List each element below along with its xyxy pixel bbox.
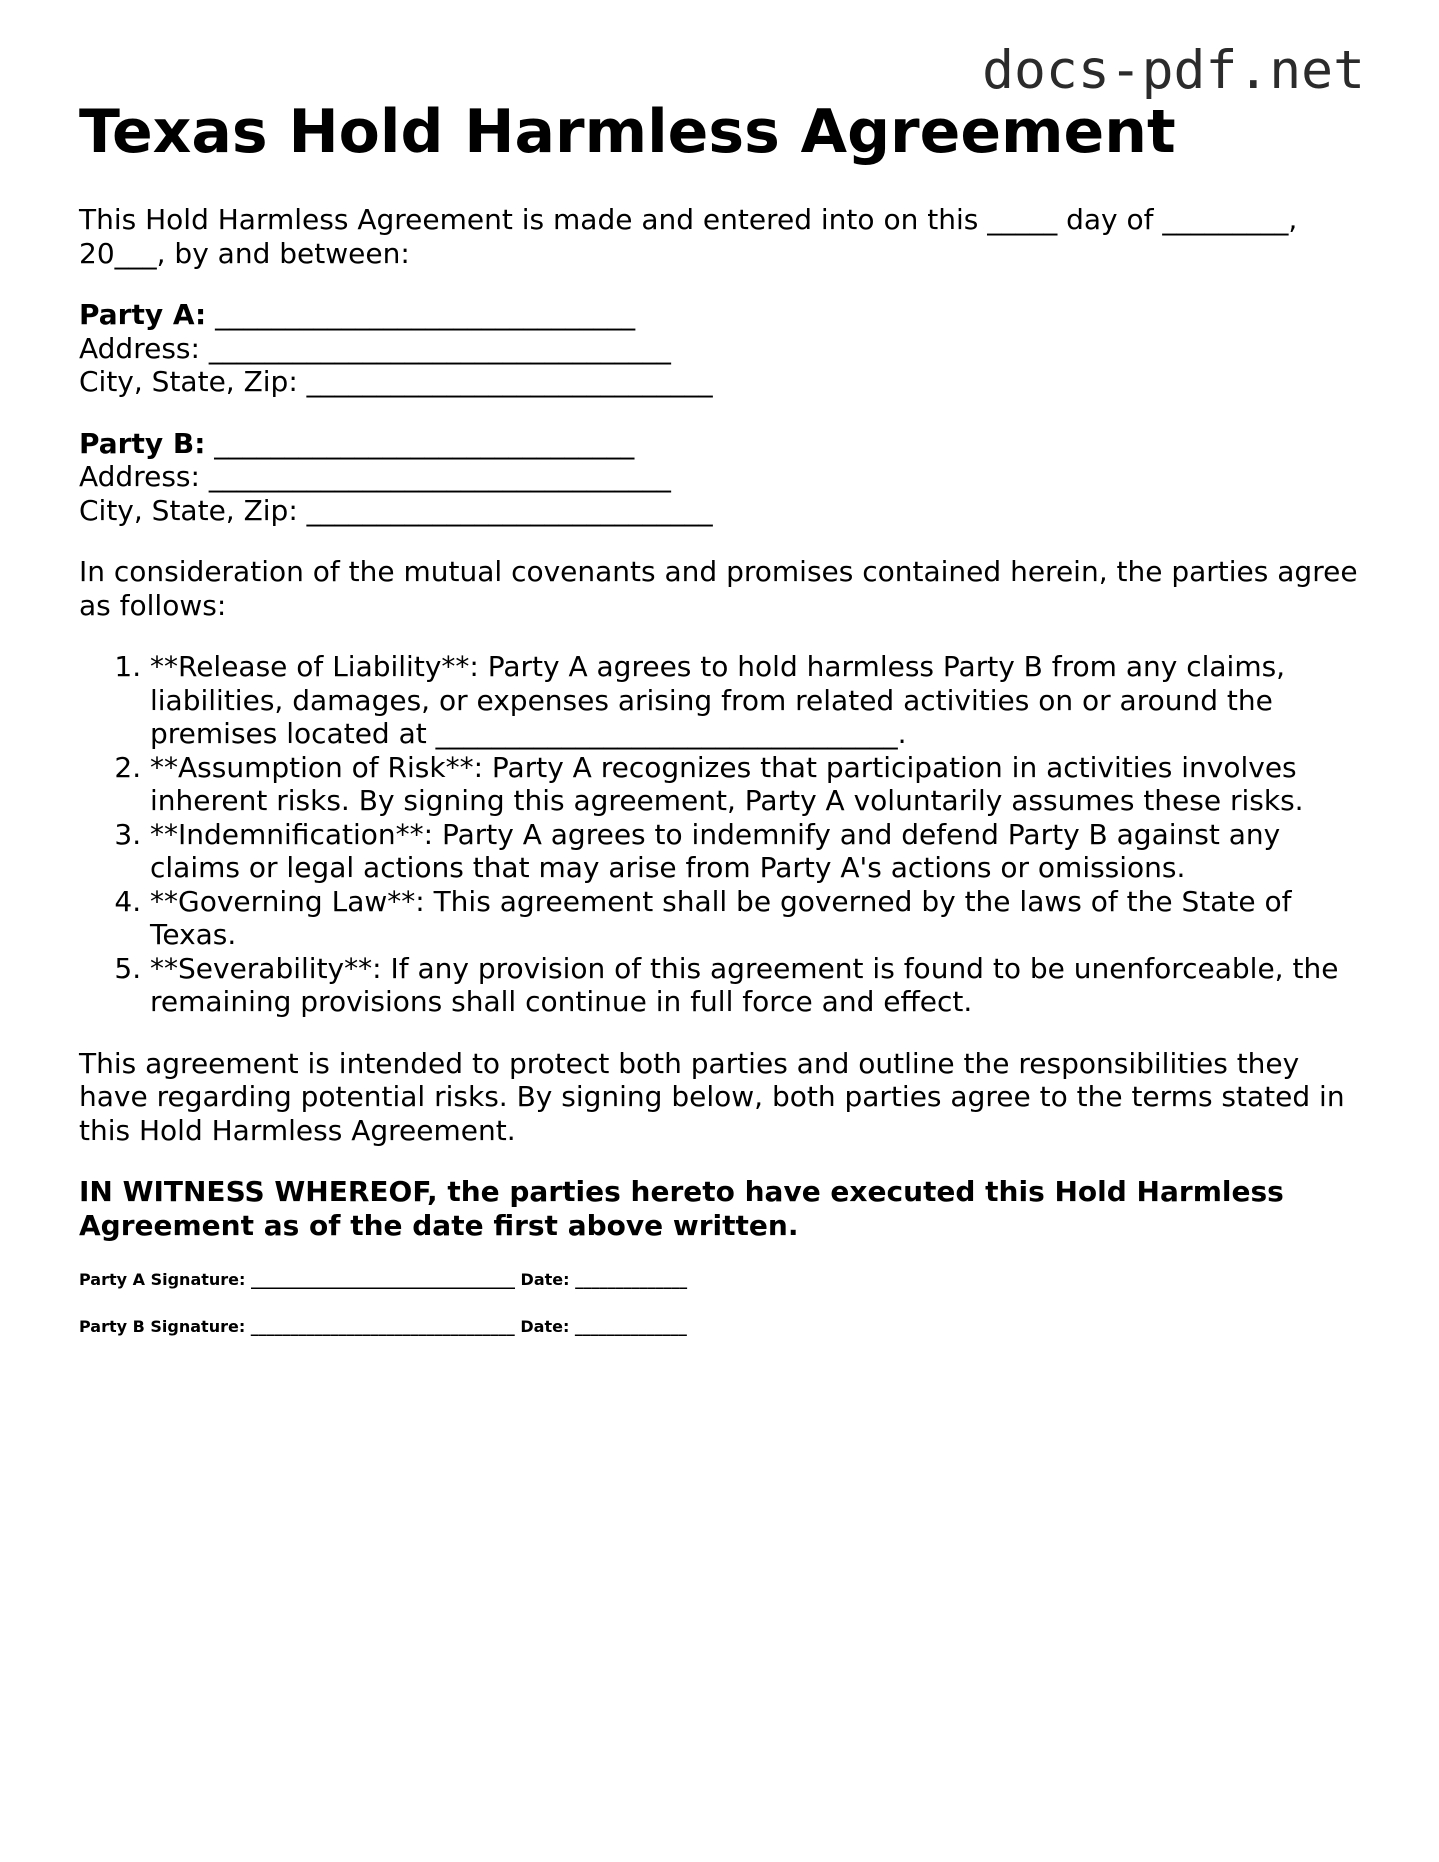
party-b-city-state-zip: City, State, Zip: _____________________________	[79, 493, 713, 527]
party-a-block	[79, 298, 1369, 399]
term-indemnification: 3. **Indemnification**: Party A agrees to indemnify and defend Party B against any claims or legal actions that may arise from Party A's actions or omissions.	[150, 818, 1369, 885]
party-a-address: Address: _________________________________	[79, 331, 671, 365]
closing-paragraph: This agreement is intended to protect both parties and outline the responsibilities they have regarding potential risks. By signing below, both parties agree to the terms stated in this Hold Harmless Agreement.	[79, 1046, 1345, 1147]
party-b-name-blank: ______________________________	[205, 426, 635, 460]
page-title: Texas Hold Harmless Agreement	[79, 97, 1176, 167]
party-b-block	[79, 427, 1369, 528]
term-release-of-liability: 1. **Release of Liability**: Party A agrees to hold harmless Party B from any claims, liabilities, damages, or expenses arising from related activities on or around the premises located at _________________________________.	[150, 650, 1369, 751]
party-a-name-blank: ______________________________	[206, 298, 636, 331]
party-a-signature-line: Party A Signature: _________________________________ Date: ______________	[79, 1270, 688, 1289]
consideration-paragraph: In consideration of the mutual covenants and promises contained herein, the parties agree as follows:	[79, 555, 1358, 622]
document-page	[79, 98, 1369, 1336]
party-b-label: Party B:	[79, 426, 206, 460]
witness-statement: IN WITNESS WHEREOF, the parties hereto have executed this Hold Harmless Agreement as of the date first above written.	[79, 1175, 1284, 1242]
party-a-label: Party A:	[79, 298, 207, 331]
term-governing-law: 4. **Governing Law**: This agreement shall be governed by the laws of the State of Texas.	[150, 885, 1369, 952]
party-a-city-state-zip: City, State, Zip: _____________________________	[79, 365, 713, 398]
party-b-address: Address: _________________________________	[79, 460, 671, 493]
party-b-signature-line: Party B Signature: _________________________________ Date: ______________	[79, 1317, 687, 1336]
term-assumption-of-risk: 2. **Assumption of Risk**: Party A recognizes that participation in activities involves inherent risks. By signing this agreement, Party A voluntarily assumes these risks.	[150, 751, 1369, 818]
terms-list	[79, 650, 1369, 1019]
term-severability: 5. **Severability**: If any provision of this agreement is found to be unenforceable, the remaining provisions shall continue in full force and effect.	[150, 952, 1369, 1019]
intro-paragraph: This Hold Harmless Agreement is made and entered into on this _____ day of _________, 20___, by and between:	[79, 203, 1298, 270]
watermark: docs-pdf.net	[982, 40, 1365, 101]
